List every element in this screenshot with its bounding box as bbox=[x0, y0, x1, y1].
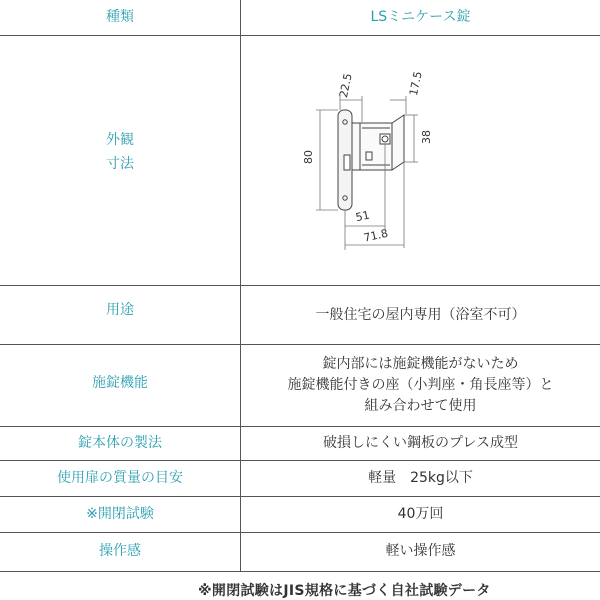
row-divider bbox=[0, 571, 600, 572]
row-divider bbox=[0, 460, 600, 461]
row-value-locking bbox=[241, 354, 600, 417]
footnote: ※開閉試験はJIS規格に基づく自社試験データ bbox=[198, 583, 491, 599]
label-line: 外観 bbox=[106, 132, 134, 148]
row-value-type: LSミニケース錠 bbox=[370, 9, 471, 25]
row-label-door-weight: 使用扉の質量の目安 bbox=[57, 470, 183, 486]
row-label-type: 種類 bbox=[106, 9, 134, 25]
label-line: 寸法 bbox=[106, 156, 134, 172]
dim-case-height: 38 bbox=[420, 130, 433, 144]
value-line: 錠内部には施錠機能がないため bbox=[322, 356, 519, 372]
row-divider bbox=[0, 426, 600, 427]
row-divider bbox=[0, 285, 600, 286]
value-line: 施錠機能付きの座（小判座・角長座等）と bbox=[287, 377, 554, 393]
lock-dimension-diagram bbox=[300, 70, 460, 260]
dim-overall: 71.8 bbox=[362, 226, 390, 245]
dim-depth-top: 17.5 bbox=[406, 70, 425, 97]
row-divider bbox=[0, 35, 600, 36]
row-value-usage: 一般住宅の屋内専用（浴室不可） bbox=[315, 307, 526, 323]
dim-backset-top: 22.5 bbox=[336, 72, 355, 99]
row-label-locking: 施錠機能 bbox=[92, 375, 148, 391]
latch-bolt bbox=[344, 155, 350, 170]
row-value-feel: 軽い操作感 bbox=[385, 543, 456, 559]
row-value-door-weight: 軽量 25kg以下 bbox=[368, 470, 473, 486]
dim-backset: 51 bbox=[354, 208, 371, 225]
row-value-cycle-test: 40万回 bbox=[397, 506, 444, 522]
row-label-cycle-test: ※開閉試験 bbox=[86, 506, 154, 522]
row-divider bbox=[0, 532, 600, 533]
row-label-manufacture: 錠本体の製法 bbox=[78, 435, 162, 451]
row-label-feel: 操作感 bbox=[99, 543, 141, 559]
row-divider bbox=[0, 344, 600, 345]
dim-face-height: 80 bbox=[302, 150, 315, 164]
row-label-appearance bbox=[0, 128, 240, 176]
value-line: 組み合わせて使用 bbox=[364, 398, 477, 414]
row-value-manufacture: 破損しにくい鋼板のプレス成型 bbox=[322, 435, 519, 451]
row-label-usage: 用途 bbox=[106, 302, 134, 318]
row-divider bbox=[0, 496, 600, 497]
